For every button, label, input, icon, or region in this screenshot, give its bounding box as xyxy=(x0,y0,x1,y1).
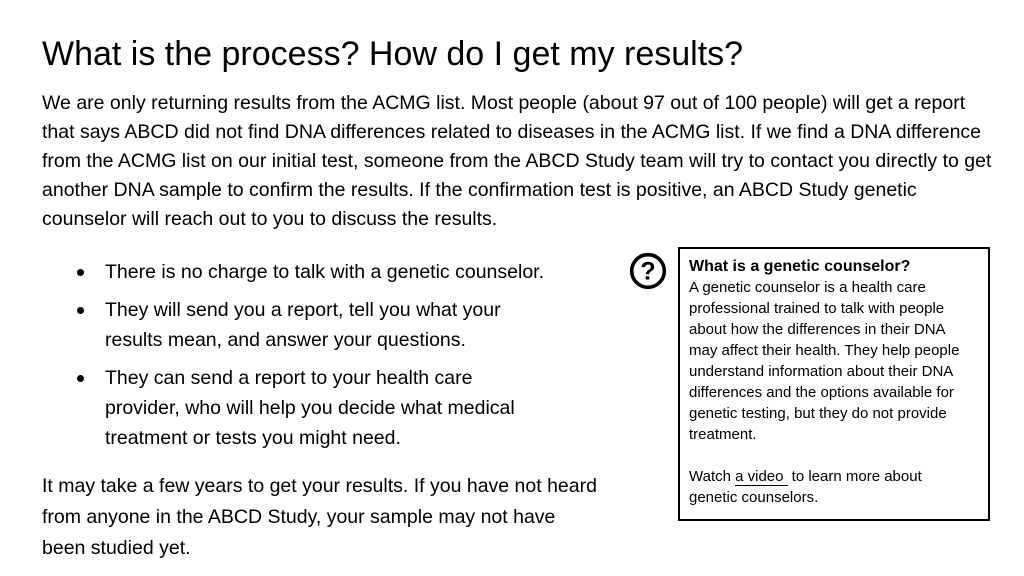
callout-body-line: genetic testing, but they do not provide xyxy=(689,405,947,422)
closing-line: It may take a few years to get your results. If you have not heard xyxy=(42,475,597,497)
callout-body-line: about how the differences in their DNA xyxy=(689,321,946,338)
bullet-line: treatment or tests you might need. xyxy=(105,427,401,449)
closing-line: been studied yet. xyxy=(42,537,191,559)
bullet-line: They can send a report to your health care xyxy=(105,367,473,389)
genetic-counselor-callout xyxy=(678,247,990,521)
callout-body-line: professional trained to talk with people xyxy=(689,300,945,317)
callout-body xyxy=(689,277,979,445)
callout-body-line: understand information about their DNA xyxy=(689,363,954,380)
callout-body-line: differences and the options available for xyxy=(689,384,954,401)
watch-video-sentence xyxy=(689,466,979,508)
list-item xyxy=(74,257,594,287)
question-mark-icon xyxy=(628,251,668,291)
bullet-list xyxy=(74,257,594,461)
closing-line: from anyone in the ABCD Study, your sample may not have xyxy=(42,506,556,528)
watch-line-2: genetic counselors. xyxy=(689,489,819,506)
callout-body-line: A genetic counselor is a health care xyxy=(689,279,926,296)
bullet-line: results mean, and answer your questions. xyxy=(105,329,466,351)
callout-body-line: may affect their health. They help people xyxy=(689,342,960,359)
callout-heading: What is a genetic counselor? xyxy=(689,258,911,275)
page-title: What is the process? How do I get my results? xyxy=(42,35,744,73)
bullet-line: They will send you a report, tell you what your xyxy=(105,299,501,321)
list-item xyxy=(74,295,594,355)
callout-body-line: treatment. xyxy=(689,426,757,443)
intro-paragraph: We are only returning results from the ACMG list. Most people (about 97 out of 100 people) will get a report that says ABCD did not find DNA differences related to diseases in the ACMG list. If we find a DNA difference from the ACMG list on our initial test, someone from the ABCD Study team will try to contact you directly to get another DNA sample to confirm the results. If the confirmation test is positive, an ABCD Study genetic counselor will reach out to you to discuss the results. xyxy=(42,92,992,230)
question-mark-glyph: ? xyxy=(640,257,656,286)
watch-suffix: to learn more about xyxy=(787,468,922,485)
list-item xyxy=(74,363,594,453)
video-link[interactable]: a video xyxy=(735,468,787,486)
watch-prefix: Watch xyxy=(689,468,736,485)
bullet-line: provider, who will help you decide what medical xyxy=(105,397,515,419)
bullet-line: There is no charge to talk with a genetic counselor. xyxy=(105,261,544,283)
closing-paragraph xyxy=(42,471,597,564)
